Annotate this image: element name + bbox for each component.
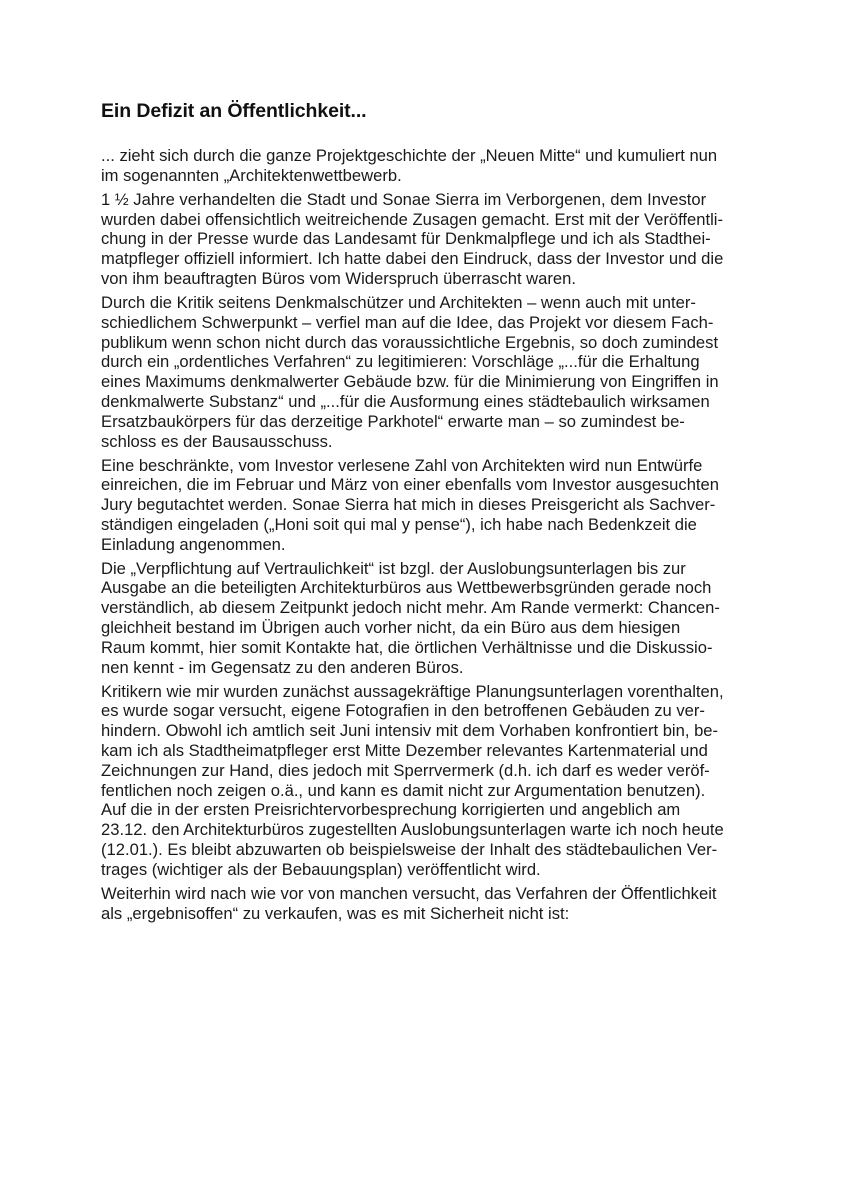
paragraph <box>101 682 761 880</box>
text-line: matpfleger offiziell informiert. Ich hatte dabei den Eindruck, dass der Investor und die <box>101 249 724 269</box>
text-line: im sogenannten „Architektenwettbewerb. <box>101 165 402 185</box>
text-line: Kritikern wie mir wurden zunächst aussagekräftige Planungsunterlagen vorenthalten, <box>101 681 724 701</box>
paragraph <box>101 293 761 451</box>
text-line: schloss es der Bausausschuss. <box>101 431 333 451</box>
document-title: Ein Defizit an Öffentlichkeit... <box>101 100 367 122</box>
text-line: eines Maximums denkmalwerter Gebäude bzw. für die Minimierung von Eingriffen in <box>101 372 719 392</box>
text-line: hindern. Obwohl ich amtlich seit Juni intensiv mit dem Vorhaben konfrontiert bin, be- <box>101 721 719 741</box>
text-line: fentlichen noch zeigen o.ä., und kann es damit nicht zur Argumentation benutzen). <box>101 780 706 800</box>
text-line: von ihm beauftragten Büros vom Widerspruch überrascht waren. <box>101 268 576 288</box>
text-line: gleichheit bestand im Übrigen auch vorher nicht, da ein Büro aus dem hiesigen <box>101 618 681 638</box>
text-line: chung in der Presse wurde das Landesamt für Denkmalpflege und ich als Stadthei- <box>101 229 711 249</box>
text-line: ständigen eingeladen („Honi soit qui mal y pense“), ich habe nach Bedenkzeit die <box>101 514 697 534</box>
text-line: durch ein „ordentliches Verfahren“ zu legitimieren: Vorschläge „...für die Erhaltung <box>101 352 700 372</box>
text-line: Weiterhin wird nach wie vor von manchen versucht, das Verfahren der Öffentlichkeit <box>101 883 717 903</box>
paragraph <box>101 146 761 186</box>
text-line: nen kennt - im Gegensatz zu den anderen Büros. <box>101 657 464 677</box>
document-body <box>101 146 761 928</box>
text-line: verständlich, ab diesem Zeitpunkt jedoch nicht mehr. Am Rande vermerkt: Chancen- <box>101 598 720 618</box>
text-line: kam ich als Stadtheimatpfleger erst Mitte Dezember relevantes Kartenmaterial und <box>101 741 708 761</box>
text-line: Eine beschränkte, vom Investor verlesene Zahl von Architekten wird nun Entwürfe <box>101 455 703 475</box>
text-line: Ersatzbaukörpers für das derzeitige Parkhotel“ erwarte man – so zumindest be- <box>101 411 685 431</box>
text-line: als „ergebnisoffen“ zu verkaufen, was es mit Sicherheit nicht ist: <box>101 903 570 923</box>
text-line: wurden dabei offensichtlich weitreichende Zusagen gemacht. Erst mit der Veröffentli- <box>101 209 723 229</box>
text-line: (12.01.). Es bleibt abzuwarten ob beispielsweise der Inhalt des städtebaulichen Ver- <box>101 840 718 860</box>
paragraph <box>101 559 761 678</box>
text-line: 23.12. den Architekturbüros zugestellten Auslobungsunterlagen warte ich noch heute <box>101 820 724 840</box>
text-line: es wurde sogar versucht, eigene Fotografien in den betroffenen Gebäuden zu ver- <box>101 701 705 721</box>
text-line: Ausgabe an die beteiligten Architekturbüros aus Wettbewerbsgründen gerade noch <box>101 578 712 598</box>
text-line: Die „Verpflichtung auf Vertraulichkeit“ ist bzgl. der Auslobungsunterlagen bis zur <box>101 558 686 578</box>
text-line: 1 ½ Jahre verhandelten die Stadt und Sonae Sierra im Verborgenen, dem Investor <box>101 189 707 209</box>
text-line: Einladung angenommen. <box>101 534 286 554</box>
text-line: Zeichnungen zur Hand, dies jedoch mit Sperrvermerk (d.h. ich darf es weder veröf- <box>101 760 710 780</box>
text-line: einreichen, die im Februar und März von einer ebenfalls vom Investor ausgesuchten <box>101 475 719 495</box>
text-line: denkmalwerte Substanz“ und „...für die Ausformung eines städtebaulich wirksamen <box>101 391 710 411</box>
text-line: publikum wenn schon nicht durch das voraussichtliche Ergebnis, so doch zumindest <box>101 332 719 352</box>
text-line: Jury begutachtet werden. Sonae Sierra hat mich in dieses Preisgericht als Sachver- <box>101 495 716 515</box>
paragraph <box>101 456 761 555</box>
text-line: Raum kommt, hier somit Kontakte hat, die örtlichen Verhältnisse und die Diskussio- <box>101 637 713 657</box>
text-line: ... zieht sich durch die ganze Projektgeschichte der „Neuen Mitte“ und kumuliert nun <box>101 146 718 165</box>
text-line: Durch die Kritik seitens Denkmalschützer und Architekten – wenn auch mit unter- <box>101 292 696 312</box>
text-line: Auf die in der ersten Preisrichtervorbesprechung korrigierten und angeblich am <box>101 800 681 820</box>
text-line: trages (wichtiger als der Bebauungsplan) veröffentlicht wird. <box>101 859 541 879</box>
paragraph <box>101 190 761 289</box>
text-line: schiedlichem Schwerpunkt – verfiel man auf die Idee, das Projekt vor diesem Fach- <box>101 312 714 332</box>
paragraph <box>101 884 761 924</box>
